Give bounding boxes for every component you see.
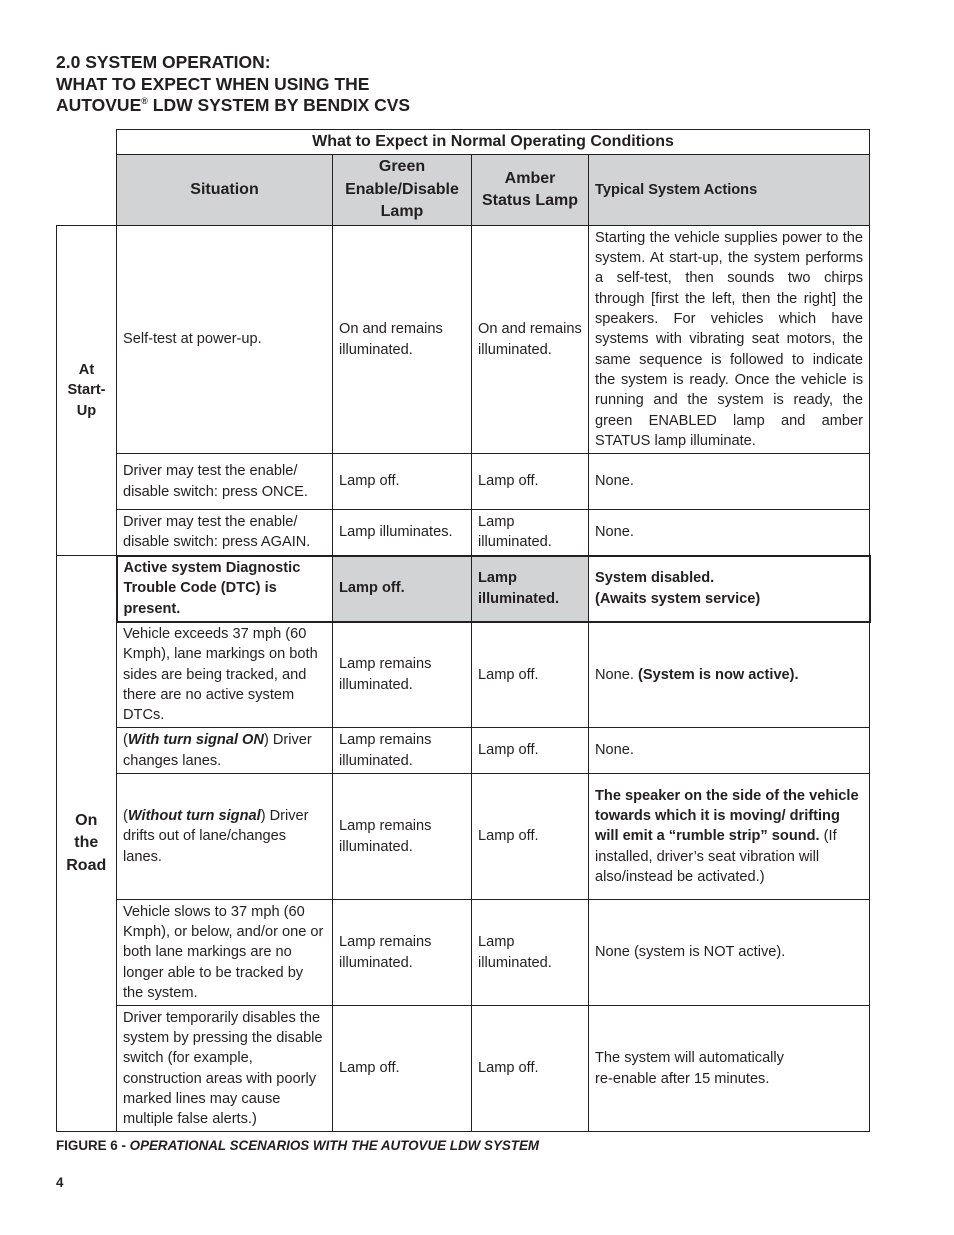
green-lamp-cell: Lamp illuminates.	[333, 510, 472, 556]
table-row	[57, 900, 870, 1006]
amber-lamp-cell: Lamp illuminated.	[472, 900, 589, 1006]
situation-cell: (Without turn signal) Driver drifts out of lane/changes lanes.	[117, 774, 333, 900]
amber-lamp-cell: Lamp off.	[472, 622, 589, 728]
amber-lamp-cell: Lamp illuminated.	[472, 556, 589, 622]
amber-lamp-cell: Lamp off.	[472, 454, 589, 510]
green-lamp-cell: Lamp remains illuminated.	[333, 728, 472, 774]
green-lamp-cell: Lamp off.	[333, 556, 472, 622]
page-number: 4	[56, 1175, 64, 1190]
action-cell: None. (System is now active).	[589, 622, 870, 728]
header-actions: Typical System Actions	[589, 155, 870, 226]
situation-cell: Driver temporarily disables the system by pressing the disable switch (for example, construction areas with poorly marked lines may cause multiple false alerts.)	[117, 1006, 333, 1132]
action-cell: None (system is NOT active).	[589, 900, 870, 1006]
table-row	[57, 510, 870, 556]
situation-cell: Active system Diagnostic Trouble Code (DTC) is present.	[117, 556, 333, 622]
green-lamp-cell: Lamp off.	[333, 454, 472, 510]
table-title-row	[57, 130, 870, 155]
amber-lamp-cell: Lamp off.	[472, 774, 589, 900]
table-row	[57, 728, 870, 774]
header-green-lamp: Green Enable/Disable Lamp	[333, 155, 472, 226]
table-header-row	[57, 155, 870, 226]
action-cell: The system will automatically re-enable after 15 minutes.	[589, 1006, 870, 1132]
heading-line-1: 2.0 SYSTEM OPERATION:	[56, 52, 271, 72]
header-amber-lamp: Amber Status Lamp	[472, 155, 589, 226]
figure-caption-prefix: FIGURE 6 -	[56, 1138, 130, 1153]
situation-cell: Driver may test the enable/ disable switch: press ONCE.	[117, 454, 333, 510]
registered-mark: ®	[141, 96, 148, 106]
green-lamp-cell: On and remains illuminated.	[333, 226, 472, 454]
heading-line-3	[56, 95, 410, 117]
table-row	[57, 1006, 870, 1132]
heading-brand: AUTOVUE	[56, 95, 142, 115]
amber-lamp-cell: On and remains illuminated.	[472, 226, 589, 454]
header-situation: Situation	[117, 155, 333, 226]
heading-line-3-rest: LDW SYSTEM BY BENDIX CVS	[147, 95, 411, 115]
heading-line-2: WHAT TO EXPECT WHEN USING THE	[56, 73, 370, 94]
table-title: What to Expect in Normal Operating Conditions	[117, 130, 870, 155]
amber-lamp-cell: Lamp off.	[472, 728, 589, 774]
operating-conditions-table	[56, 129, 871, 1132]
amber-lamp-cell: Lamp off.	[472, 1006, 589, 1132]
situation-cell: (With turn signal ON) Driver changes lanes.	[117, 728, 333, 774]
group-label-startup: At Start- Up	[57, 226, 117, 556]
green-lamp-cell: Lamp off.	[333, 1006, 472, 1132]
table-row	[57, 774, 870, 900]
green-lamp-cell: Lamp remains illuminated.	[333, 622, 472, 728]
action-cell: None.	[589, 510, 870, 556]
action-cell: None.	[589, 728, 870, 774]
situation-cell: Self-test at power-up.	[117, 226, 333, 454]
figure-caption	[56, 1138, 539, 1153]
action-cell: None.	[589, 454, 870, 510]
table-row-dtc	[57, 556, 870, 622]
action-cell: Starting the vehicle supplies power to the system. At start-up, the system performs a self-test, then sounds two chirps through [first the left, then the right] the speakers. For vehicles which have systems with vibrating seat motors, the same sequence is followed to indicate the system is ready. Once the vehicle is running and the system is ready, the green ENABLED lamp and amber STATUS lamp illuminate.	[589, 226, 870, 454]
figure-caption-text: OPERATIONAL SCENARIOS WITH THE AUTOVUE LDW SYSTEM	[129, 1138, 540, 1153]
table-row	[57, 226, 870, 454]
action-cell: The speaker on the side of the vehicle towards which it is moving/ drifting will emit a “rumble strip” sound. (If installed, driver’s seat vibration will also/instead be activated.)	[589, 774, 870, 900]
situation-cell: Vehicle exceeds 37 mph (60 Kmph), lane markings on both sides are being tracked, and there are no active system DTCs.	[117, 622, 333, 728]
situation-cell: Driver may test the enable/ disable switch: press AGAIN.	[117, 510, 333, 556]
table-row	[57, 622, 870, 728]
action-cell: System disabled. (Awaits system service)	[589, 556, 870, 622]
amber-lamp-cell: Lamp illuminated.	[472, 510, 589, 556]
situation-cell: Vehicle slows to 37 mph (60 Kmph), or below, and/or one or both lane markings are no longer able to be tracked by the system.	[117, 900, 333, 1006]
group-label-on-the-road: On the Road	[57, 556, 117, 1132]
table-row	[57, 454, 870, 510]
green-lamp-cell: Lamp remains illuminated.	[333, 900, 472, 1006]
green-lamp-cell: Lamp remains illuminated.	[333, 774, 472, 900]
section-heading	[56, 52, 410, 117]
